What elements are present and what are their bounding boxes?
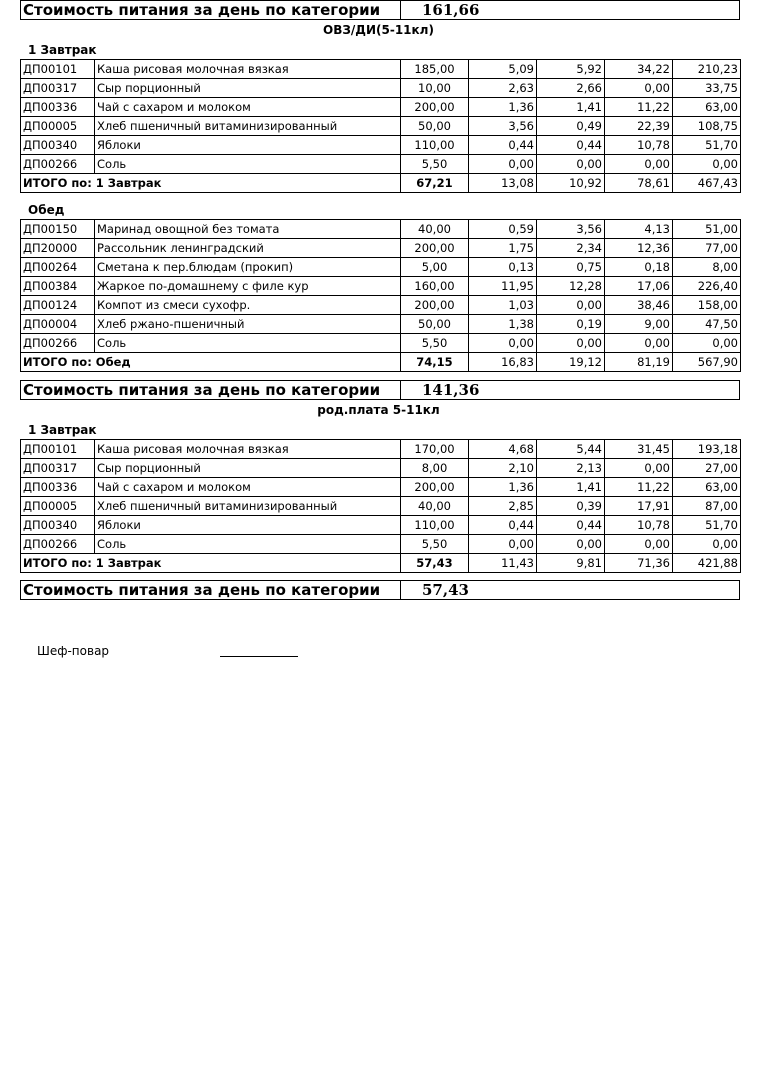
- cell-c5: 158,00: [673, 296, 741, 315]
- daily-cost-value: 57,43: [422, 581, 469, 599]
- cell-c3: 0,75: [537, 258, 605, 277]
- dish-name: Маринад овощной без томата: [95, 220, 401, 239]
- total-label: ИТОГО по: 1 Завтрак: [21, 174, 401, 193]
- daily-cost-row: [20, 580, 740, 600]
- cell-c3: 2,13: [537, 459, 605, 478]
- total-c1: 57,43: [401, 554, 469, 573]
- table-row: [21, 136, 741, 155]
- cell-c4: 4,13: [605, 220, 673, 239]
- cell-c4: 0,00: [605, 535, 673, 554]
- cell-c1: 185,00: [401, 60, 469, 79]
- cell-c5: 8,00: [673, 258, 741, 277]
- total-c1: 74,15: [401, 353, 469, 372]
- cell-c1: 200,00: [401, 478, 469, 497]
- table-row: [21, 315, 741, 334]
- cell-c5: 0,00: [673, 155, 741, 174]
- dish-name: Яблоки: [95, 136, 401, 155]
- cell-c4: 31,45: [605, 440, 673, 459]
- cell-c1: 110,00: [401, 516, 469, 535]
- cell-c3: 0,00: [537, 334, 605, 353]
- daily-cost-label: Стоимость питания за день по категории: [21, 381, 401, 399]
- signature-line: [220, 656, 298, 657]
- total-c2: 16,83: [469, 353, 537, 372]
- total-c3: 9,81: [537, 554, 605, 573]
- cell-c4: 12,36: [605, 239, 673, 258]
- cell-c2: 2,10: [469, 459, 537, 478]
- dish-name: Яблоки: [95, 516, 401, 535]
- cell-c1: 170,00: [401, 440, 469, 459]
- cell-c1: 40,00: [401, 220, 469, 239]
- dish-code: ДП00101: [21, 60, 95, 79]
- cell-c1: 160,00: [401, 277, 469, 296]
- dish-name: Соль: [95, 334, 401, 353]
- total-c4: 81,19: [605, 353, 673, 372]
- cell-c4: 11,22: [605, 98, 673, 117]
- cell-c2: 1,36: [469, 98, 537, 117]
- cell-c1: 5,50: [401, 535, 469, 554]
- daily-cost-value: 141,36: [422, 381, 480, 399]
- table-row: [21, 79, 741, 98]
- cell-c5: 87,00: [673, 497, 741, 516]
- cell-c5: 0,00: [673, 334, 741, 353]
- cell-c1: 40,00: [401, 497, 469, 516]
- dish-name: Соль: [95, 155, 401, 174]
- total-c5: 467,43: [673, 174, 741, 193]
- meal-title: 1 Завтрак: [28, 423, 97, 437]
- cell-c3: 2,66: [537, 79, 605, 98]
- cell-c3: 0,00: [537, 535, 605, 554]
- cell-c4: 38,46: [605, 296, 673, 315]
- total-c4: 78,61: [605, 174, 673, 193]
- cell-c2: 1,75: [469, 239, 537, 258]
- dish-code: ДП00384: [21, 277, 95, 296]
- total-row: [21, 554, 741, 573]
- cell-c3: 0,39: [537, 497, 605, 516]
- cell-c1: 200,00: [401, 296, 469, 315]
- cell-c1: 50,00: [401, 315, 469, 334]
- daily-cost-label: Стоимость питания за день по категории: [21, 1, 401, 19]
- cell-c1: 110,00: [401, 136, 469, 155]
- cell-c3: 3,56: [537, 220, 605, 239]
- meal-table: [20, 59, 741, 193]
- dish-code: ДП00004: [21, 315, 95, 334]
- dish-name: Хлеб ржано-пшеничный: [95, 315, 401, 334]
- cell-c4: 17,91: [605, 497, 673, 516]
- table-row: [21, 334, 741, 353]
- cell-c1: 200,00: [401, 98, 469, 117]
- total-c3: 10,92: [537, 174, 605, 193]
- cell-c3: 5,44: [537, 440, 605, 459]
- cell-c2: 0,59: [469, 220, 537, 239]
- dish-name: Каша рисовая молочная вязкая: [95, 60, 401, 79]
- cell-c2: 1,38: [469, 315, 537, 334]
- total-row: [21, 174, 741, 193]
- cell-c4: 0,00: [605, 334, 673, 353]
- cell-c3: 0,19: [537, 315, 605, 334]
- cell-c2: 0,13: [469, 258, 537, 277]
- dish-code: ДП00266: [21, 535, 95, 554]
- table-row: [21, 60, 741, 79]
- table-row: [21, 239, 741, 258]
- table-row: [21, 258, 741, 277]
- cell-c4: 0,00: [605, 459, 673, 478]
- total-c2: 13,08: [469, 174, 537, 193]
- table-row: [21, 535, 741, 554]
- dish-name: Соль: [95, 535, 401, 554]
- cell-c2: 2,63: [469, 79, 537, 98]
- total-c3: 19,12: [537, 353, 605, 372]
- dish-name: Компот из смеси сухофр.: [95, 296, 401, 315]
- dish-name: Хлеб пшеничный витаминизированный: [95, 117, 401, 136]
- cell-c3: 0,49: [537, 117, 605, 136]
- dish-code: ДП00317: [21, 79, 95, 98]
- dish-name: Сыр порционный: [95, 79, 401, 98]
- meal-table: [20, 219, 741, 372]
- dish-name: Сметана к пер.блюдам (прокип): [95, 258, 401, 277]
- daily-cost-row: [20, 380, 740, 400]
- cell-c5: 63,00: [673, 478, 741, 497]
- cell-c5: 33,75: [673, 79, 741, 98]
- dish-code: ДП20000: [21, 239, 95, 258]
- table-row: [21, 459, 741, 478]
- cell-c2: 2,85: [469, 497, 537, 516]
- dish-code: ДП00336: [21, 98, 95, 117]
- table-row: [21, 155, 741, 174]
- table-row: [21, 98, 741, 117]
- cell-c3: 0,44: [537, 516, 605, 535]
- cell-c2: 0,44: [469, 136, 537, 155]
- cell-c2: 11,95: [469, 277, 537, 296]
- table-row: [21, 497, 741, 516]
- total-c5: 567,90: [673, 353, 741, 372]
- dish-code: ДП00101: [21, 440, 95, 459]
- table-row: [21, 478, 741, 497]
- cell-c5: 226,40: [673, 277, 741, 296]
- dish-code: ДП00124: [21, 296, 95, 315]
- dish-name: Чай с сахаром и молоком: [95, 98, 401, 117]
- dish-name: Жаркое по-домашнему с филе кур: [95, 277, 401, 296]
- dish-code: ДП00340: [21, 516, 95, 535]
- cell-c4: 0,18: [605, 258, 673, 277]
- dish-code: ДП00150: [21, 220, 95, 239]
- cell-c3: 0,00: [537, 155, 605, 174]
- cell-c5: 63,00: [673, 98, 741, 117]
- table-row: [21, 220, 741, 239]
- cell-c1: 5,00: [401, 258, 469, 277]
- cell-c3: 0,00: [537, 296, 605, 315]
- table-row: [21, 440, 741, 459]
- daily-cost-row: [20, 0, 740, 20]
- cell-c4: 0,00: [605, 155, 673, 174]
- total-label: ИТОГО по: 1 Завтрак: [21, 554, 401, 573]
- dish-name: Каша рисовая молочная вязкая: [95, 440, 401, 459]
- cell-c2: 4,68: [469, 440, 537, 459]
- cell-c5: 0,00: [673, 535, 741, 554]
- dish-code: ДП00336: [21, 478, 95, 497]
- table-row: [21, 516, 741, 535]
- meal-title: Обед: [28, 203, 65, 217]
- cell-c2: 5,09: [469, 60, 537, 79]
- cell-c3: 1,41: [537, 98, 605, 117]
- category-title: ОВЗ/ДИ(5-11кл): [323, 23, 434, 37]
- table-row: [21, 117, 741, 136]
- cell-c3: 0,44: [537, 136, 605, 155]
- cell-c4: 10,78: [605, 516, 673, 535]
- total-c5: 421,88: [673, 554, 741, 573]
- cell-c3: 2,34: [537, 239, 605, 258]
- dish-code: ДП00317: [21, 459, 95, 478]
- cell-c1: 200,00: [401, 239, 469, 258]
- dish-name: Рассольник ленинградский: [95, 239, 401, 258]
- cell-c2: 0,44: [469, 516, 537, 535]
- cell-c4: 9,00: [605, 315, 673, 334]
- chef-signature-label: Шеф-повар: [37, 644, 110, 658]
- meal-table: [20, 439, 741, 573]
- meal-title: 1 Завтрак: [28, 43, 97, 57]
- category-title: род.плата 5-11кл: [317, 403, 440, 417]
- cell-c4: 0,00: [605, 79, 673, 98]
- cell-c5: 108,75: [673, 117, 741, 136]
- total-c4: 71,36: [605, 554, 673, 573]
- cell-c2: 3,56: [469, 117, 537, 136]
- cell-c2: 0,00: [469, 535, 537, 554]
- total-label: ИТОГО по: Обед: [21, 353, 401, 372]
- cell-c5: 77,00: [673, 239, 741, 258]
- cell-c2: 1,36: [469, 478, 537, 497]
- daily-cost-label: Стоимость питания за день по категории: [21, 581, 401, 599]
- total-c1: 67,21: [401, 174, 469, 193]
- total-row: [21, 353, 741, 372]
- dish-code: ДП00266: [21, 155, 95, 174]
- cell-c2: 1,03: [469, 296, 537, 315]
- dish-name: Хлеб пшеничный витаминизированный: [95, 497, 401, 516]
- cell-c2: 0,00: [469, 155, 537, 174]
- cell-c5: 51,00: [673, 220, 741, 239]
- cell-c1: 5,50: [401, 334, 469, 353]
- cell-c3: 1,41: [537, 478, 605, 497]
- cell-c4: 34,22: [605, 60, 673, 79]
- dish-code: ДП00005: [21, 497, 95, 516]
- dish-code: ДП00264: [21, 258, 95, 277]
- table-row: [21, 296, 741, 315]
- cell-c4: 10,78: [605, 136, 673, 155]
- cell-c3: 12,28: [537, 277, 605, 296]
- daily-cost-value: 161,66: [422, 1, 480, 19]
- cell-c3: 5,92: [537, 60, 605, 79]
- cell-c5: 51,70: [673, 516, 741, 535]
- cell-c1: 10,00: [401, 79, 469, 98]
- cell-c5: 27,00: [673, 459, 741, 478]
- dish-name: Чай с сахаром и молоком: [95, 478, 401, 497]
- dish-name: Сыр порционный: [95, 459, 401, 478]
- cell-c5: 51,70: [673, 136, 741, 155]
- cell-c4: 17,06: [605, 277, 673, 296]
- cell-c4: 22,39: [605, 117, 673, 136]
- cell-c1: 50,00: [401, 117, 469, 136]
- cell-c1: 8,00: [401, 459, 469, 478]
- dish-code: ДП00340: [21, 136, 95, 155]
- cell-c4: 11,22: [605, 478, 673, 497]
- dish-code: ДП00266: [21, 334, 95, 353]
- total-c2: 11,43: [469, 554, 537, 573]
- table-row: [21, 277, 741, 296]
- dish-code: ДП00005: [21, 117, 95, 136]
- cell-c1: 5,50: [401, 155, 469, 174]
- cell-c2: 0,00: [469, 334, 537, 353]
- cell-c5: 210,23: [673, 60, 741, 79]
- cell-c5: 193,18: [673, 440, 741, 459]
- cell-c5: 47,50: [673, 315, 741, 334]
